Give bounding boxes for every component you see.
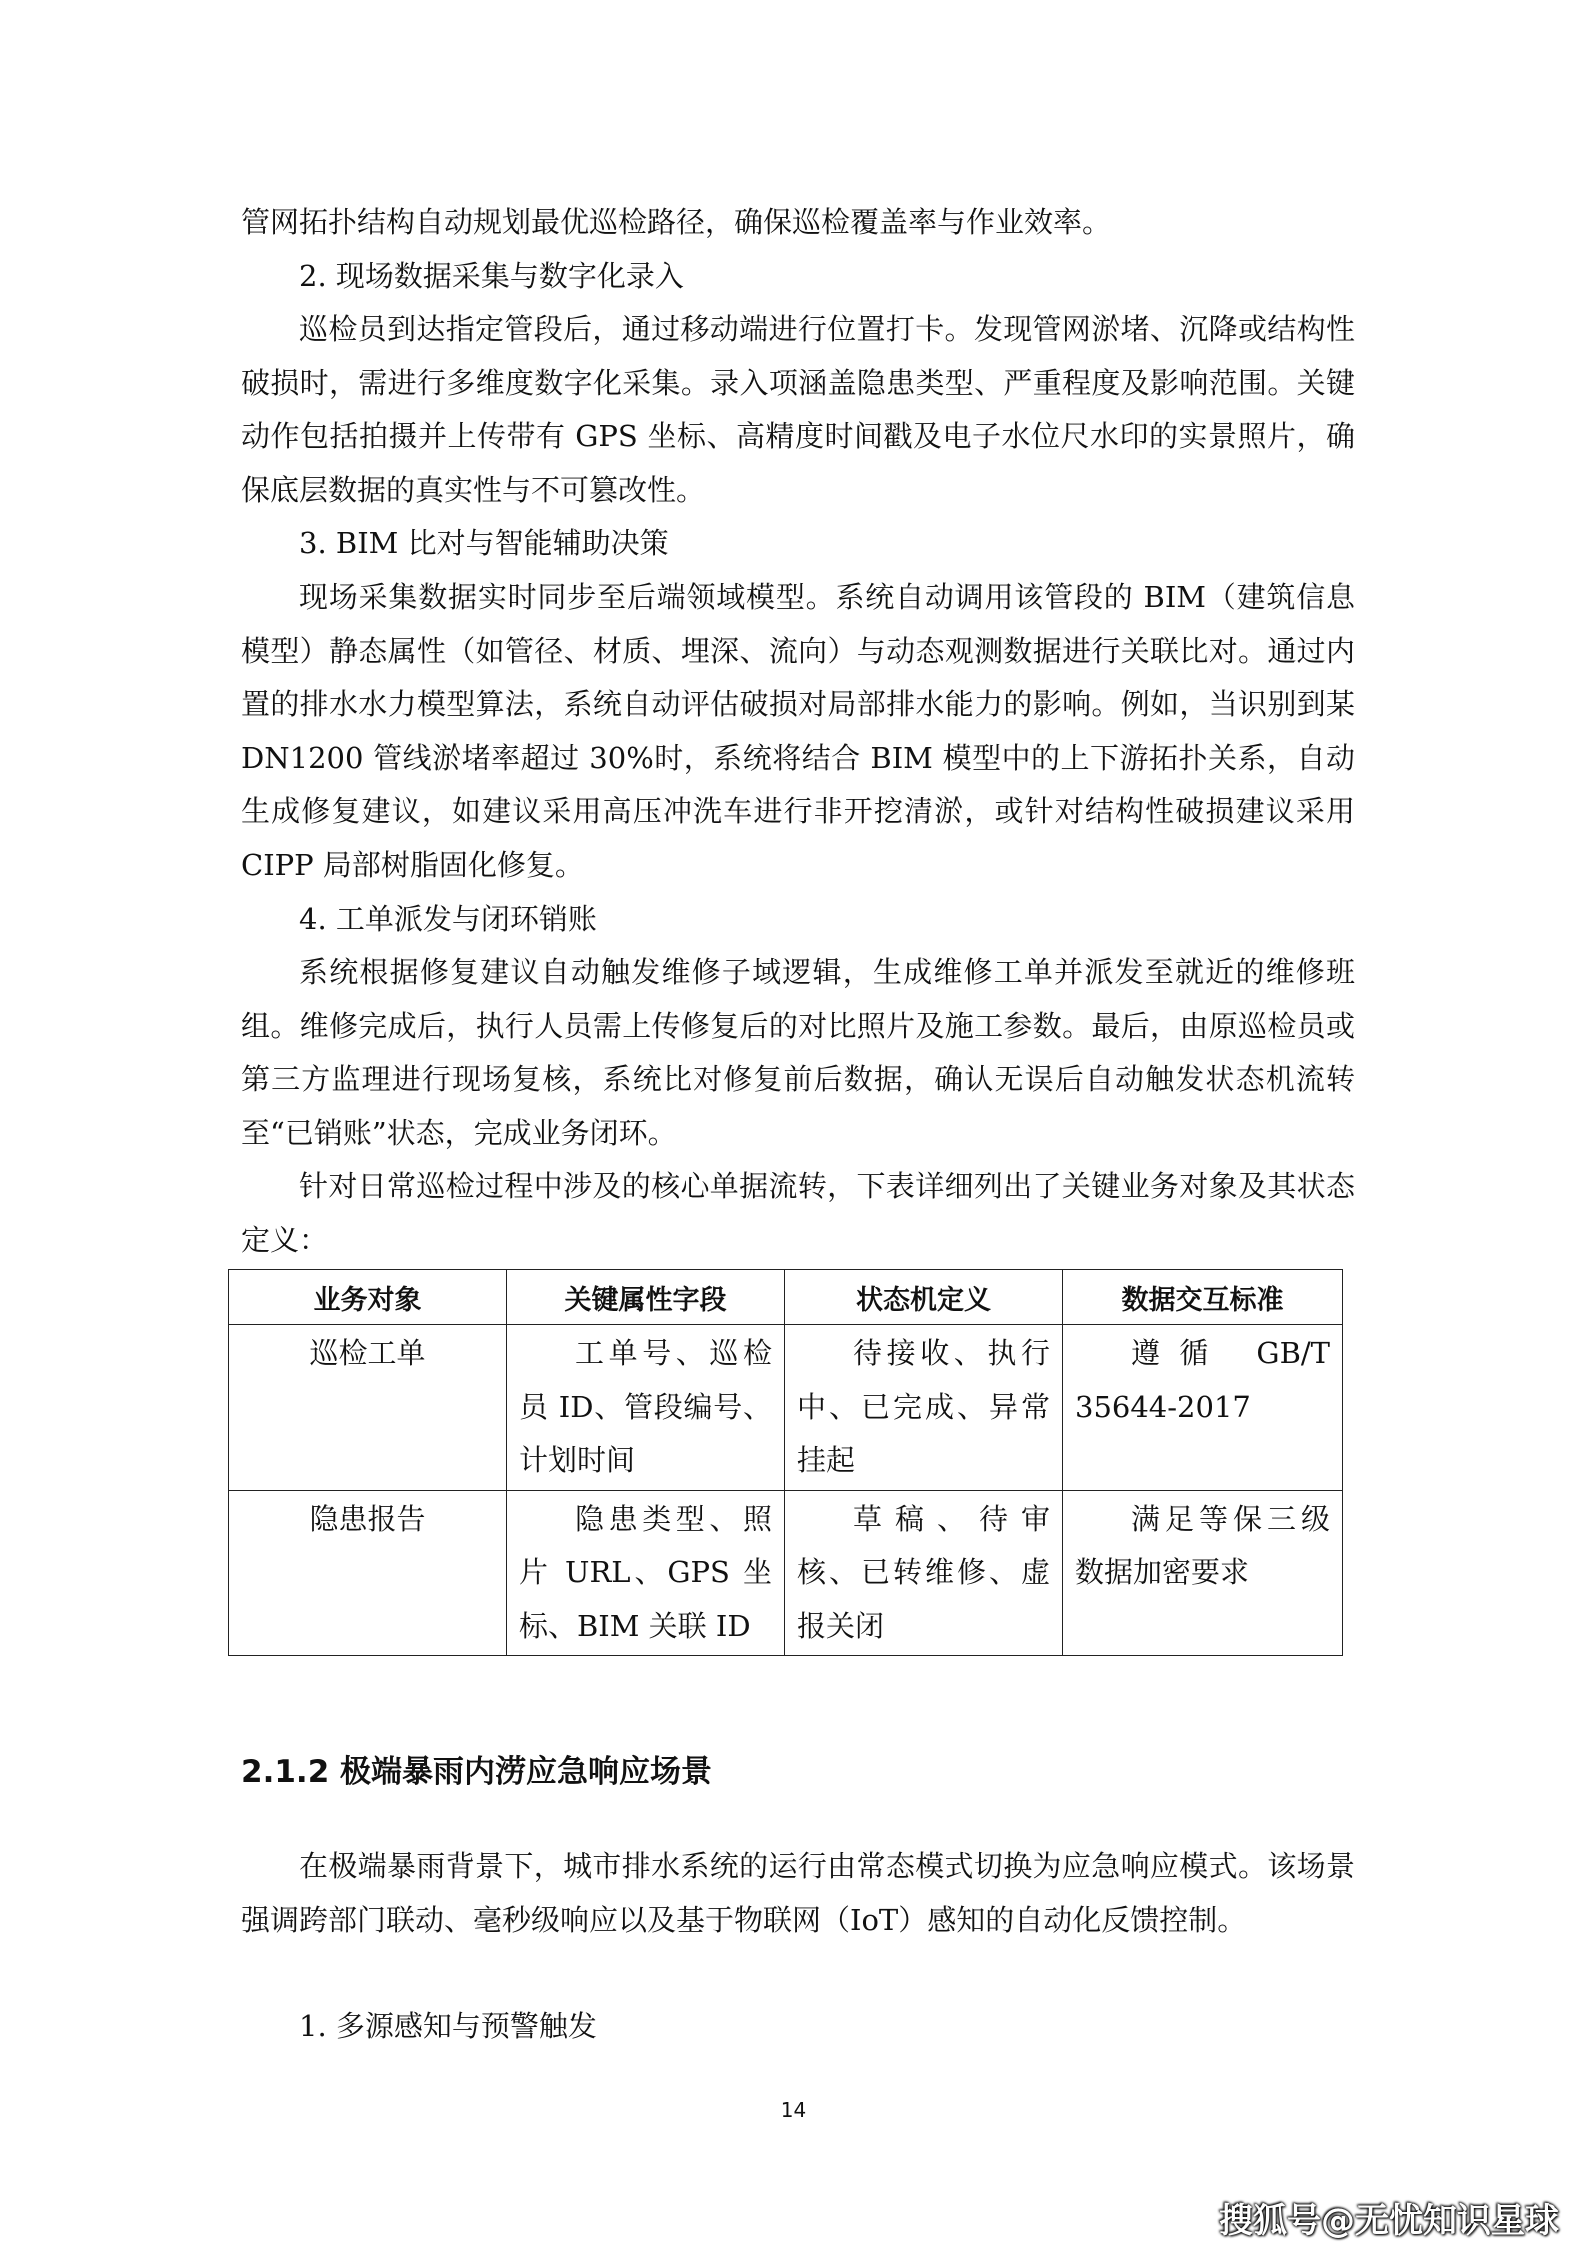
- paragraph-route-planning: 管网拓扑结构自动规划最优巡检路径，确保巡检覆盖率与作业效率。: [241, 205, 1112, 239]
- table-cell: 满足等保三级数据加密要求: [1063, 1490, 1343, 1656]
- page-number: 14: [780, 2098, 807, 2122]
- business-object-table: [228, 1269, 1343, 1656]
- table-cell: 巡检工单: [229, 1325, 507, 1491]
- paragraph-bim-comparison: 现场采集数据实时同步至后端领域模型。系统自动调用该管段的 BIM（建筑信息模型）静态属性（如管径、材质、埋深、流向）与动态观测数据进行关联比对。通过内置的排水水力模型算法，系统自动评估破损对局部排水能力的影响。例如，当识别到某 DN1200 管线淤堵率超过 30%时，系统将结合 BIM 模型中的上下游拓扑关系，自动生成修复建议，如建议采用高压冲洗车进行非开挖清淤，或针对结构性破损建议采用 CIPP 局部树脂固化修复。: [241, 580, 1355, 882]
- table-cell: 工单号、巡检员 ID、管段编号、计划时间: [507, 1325, 785, 1491]
- section-heading: 2.1.2 极端暴雨内涝应急响应场景: [241, 1754, 713, 1790]
- paragraph-work-order: 系统根据修复建议自动触发维修子域逻辑，生成维修工单并派发至就近的维修班组。维修完成后，执行人员需上传修复后的对比照片及施工参数。最后，由原巡检员或第三方监理进行现场复核，系统比对修复前后数据，确认无误后自动触发状态机流转至“已销账”状态，完成业务闭环。: [241, 955, 1355, 1150]
- list-item-3-heading: 3. BIM 比对与智能辅助决策: [299, 526, 669, 560]
- table-cell: 草稿、待审核、已转维修、虚报关闭: [785, 1490, 1063, 1656]
- table-header-cell: 关键属性字段: [507, 1270, 785, 1325]
- table-cell: 待接收、执行中、已完成、异常挂起: [785, 1325, 1063, 1491]
- table-row: [229, 1490, 1343, 1656]
- table-header-row: [229, 1270, 1343, 1325]
- table-row: [229, 1325, 1343, 1491]
- table-header-cell: 数据交互标准: [1063, 1270, 1343, 1325]
- table-cell: 遵循 GB/T 35644-2017: [1063, 1325, 1343, 1491]
- list-item-1-heading: 1. 多源感知与预警触发: [299, 2009, 597, 2043]
- table-cell: 隐患类型、照片 URL、GPS 坐标、BIM 关联 ID: [507, 1490, 785, 1656]
- paragraph-emergency-intro: 在极端暴雨背景下，城市排水系统的运行由常态模式切换为应急响应模式。该场景强调跨部门联动、毫秒级响应以及基于物联网（IoT）感知的自动化反馈控制。: [241, 1849, 1355, 1937]
- paragraph-data-collection: 巡检员到达指定管段后，通过移动端进行位置打卡。发现管网淤堵、沉降或结构性破损时，需进行多维度数字化采集。录入项涵盖隐患类型、严重程度及影响范围。关键动作包括拍摄并上传带有 GPS 坐标、高精度时间戳及电子水位尺水印的实景照片，确保底层数据的真实性与不可篡改性。: [241, 312, 1355, 507]
- watermark-text: 搜狐号@无忧知识星球: [1219, 2201, 1559, 2241]
- list-item-2-heading: 2. 现场数据采集与数字化录入: [299, 259, 684, 293]
- table-header-cell: 状态机定义: [785, 1270, 1063, 1325]
- table-cell: 隐患报告: [229, 1490, 507, 1656]
- list-item-4-heading: 4. 工单派发与闭环销账: [299, 902, 597, 936]
- table-header-cell: 业务对象: [229, 1270, 507, 1325]
- paragraph-table-intro: 针对日常巡检过程中涉及的核心单据流转，下表详细列出了关键业务对象及其状态定义：: [241, 1169, 1355, 1257]
